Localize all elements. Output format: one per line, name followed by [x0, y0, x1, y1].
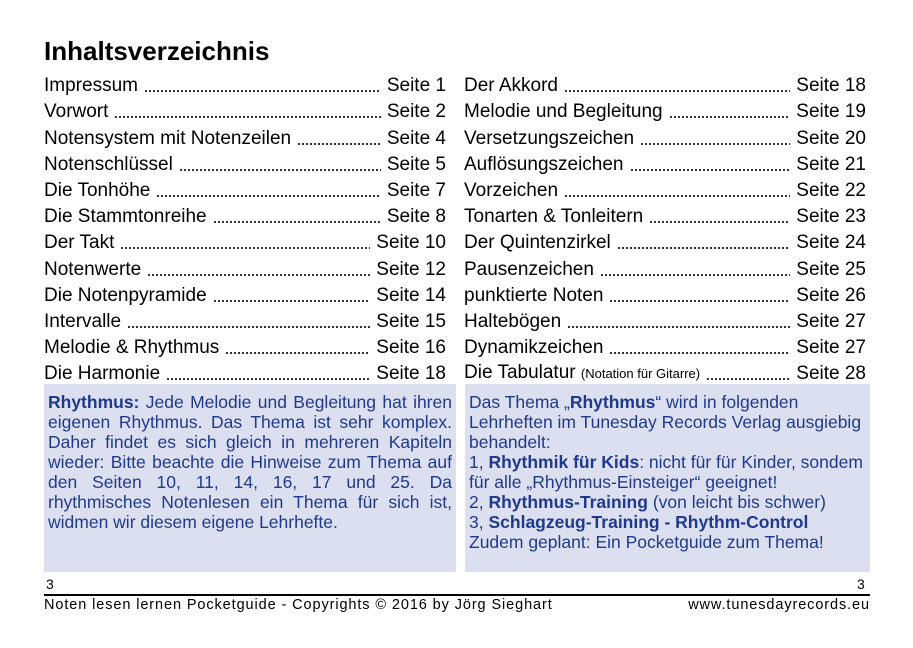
toc-entry-label: Impressum [44, 75, 138, 97]
toc-entry-page: Seite 25 [796, 258, 866, 280]
toc-entry-page: Seite 10 [376, 232, 446, 254]
leader-dots [144, 89, 381, 93]
toc-entry-page: Seite 26 [796, 284, 866, 306]
page-number-left: 3 [46, 576, 54, 592]
toc-entry [464, 254, 866, 280]
toc-entry-label: Vorwort [44, 101, 109, 123]
rhythm-info-box [44, 384, 456, 572]
intro-text-2: “ wird in folgenden Lehrheften im Tunesday Records Verlag ausgiebig behandelt: [469, 392, 862, 452]
book-item-3 [469, 512, 866, 532]
toc-entry [464, 71, 866, 97]
toc-entry-page: Seite 24 [796, 232, 866, 254]
toc-entry-page: Seite 15 [376, 310, 446, 332]
toc-entry-label: Die Notenpyramide [44, 284, 207, 306]
toc-entry [44, 307, 446, 333]
toc-entry [44, 123, 446, 149]
rhythm-books-box [465, 384, 870, 572]
toc-entry [44, 97, 446, 123]
book-item-title: Rhythmus-Training [488, 492, 648, 512]
book-item-number: 1, [469, 452, 484, 472]
leader-dots [630, 168, 791, 172]
toc-entry-page: Seite 20 [796, 127, 866, 149]
leader-dots [609, 299, 790, 303]
intro-bold: Rhythmus [569, 392, 656, 412]
toc-entry-page: Seite 5 [386, 153, 446, 175]
leader-dots [669, 115, 791, 119]
leader-dots [567, 325, 790, 329]
toc-entry-label: Tonarten & Tonleitern [464, 206, 644, 228]
book-item-title: Rhythmik für Kids [488, 452, 640, 472]
toc-entry-label: Die Harmonie [44, 363, 161, 385]
toc-entry-label: punktierte Noten [464, 284, 604, 306]
toc-entry-label: Notenwerte [44, 258, 142, 280]
leader-dots [640, 142, 790, 146]
toc-entry-page: Seite 27 [796, 337, 866, 359]
leader-dots [297, 142, 381, 146]
page-title: Inhaltsverzeichnis [44, 36, 270, 66]
page-number-right: 3 [857, 576, 865, 592]
toc-entry [44, 333, 446, 359]
toc-entry [464, 228, 866, 254]
toc-entry-label [464, 362, 700, 385]
leader-dots [120, 246, 370, 250]
rhythm-info-paragraph [48, 392, 452, 532]
toc-entry-label: Der Quintenzirkel [464, 232, 611, 254]
leader-dots [225, 351, 370, 355]
toc-entry [44, 254, 446, 280]
leader-dots [156, 194, 380, 198]
leader-dots [147, 273, 370, 277]
toc-entry-page: Seite 7 [386, 179, 446, 201]
toc-entry-page: Seite 14 [376, 284, 446, 306]
book-item-1 [469, 452, 866, 492]
toc-entry-page: Seite 23 [796, 206, 866, 228]
leader-dots [166, 377, 370, 381]
toc-entry [464, 202, 866, 228]
toc-entry-label: Intervalle [44, 310, 122, 332]
toc-entry-page: Seite 19 [796, 101, 866, 123]
toc-entry-page: Seite 21 [796, 153, 866, 175]
toc-entry-label: Der Akkord [464, 75, 558, 97]
toc-entry-label: Haltebögen [464, 310, 562, 332]
book-item-2 [469, 492, 866, 512]
leader-dots [600, 273, 790, 277]
toc-entry-page: Seite 2 [386, 101, 446, 123]
leader-dots [213, 299, 371, 303]
toc-right-column [464, 71, 866, 385]
leader-dots [213, 220, 381, 224]
book-item-number: 3, [469, 512, 484, 532]
leader-dots [609, 351, 790, 355]
toc-entry [44, 281, 446, 307]
toc-entry-label: Notenschlüssel [44, 153, 173, 175]
toc-entry [464, 150, 866, 176]
toc-entry-label: Melodie und Begleitung [464, 101, 663, 123]
toc-entry-label: Die Tonhöhe [44, 179, 151, 201]
toc-entry-label-text: Die Tabulatur [464, 362, 576, 384]
toc-entry-page: Seite 18 [796, 75, 866, 97]
toc-entry [44, 359, 446, 385]
book-item-title: Schlagzeug-Training - Rhythm-Control [488, 512, 809, 532]
leader-dots [179, 168, 381, 172]
toc-entry-page: Seite 16 [376, 337, 446, 359]
toc-entry [464, 123, 866, 149]
footer-website: www.tunesdayrecords.eu [688, 597, 870, 613]
footer [44, 597, 870, 613]
toc-entry [44, 150, 446, 176]
toc-entry-page: Seite 28 [796, 363, 866, 385]
footer-divider [44, 594, 870, 596]
toc-entry [44, 202, 446, 228]
toc-entry [464, 281, 866, 307]
toc-entry-label: Versetzungszeichen [464, 127, 635, 149]
toc-entry-label: Notensystem mit Notenzeilen [44, 127, 292, 149]
toc-entry-page: Seite 12 [376, 258, 446, 280]
toc-entry-label: Die Stammtonreihe [44, 206, 207, 228]
leader-dots [127, 325, 370, 329]
toc-entry-note: (Notation für Gitarre) [580, 366, 701, 382]
toc-entry-page: Seite 22 [796, 179, 866, 201]
leader-dots [564, 89, 790, 93]
toc-entry [464, 307, 866, 333]
toc-entry-page: Seite 4 [386, 127, 446, 149]
toc-entry-label: Vorzeichen [464, 179, 559, 201]
toc-entry-label: Melodie & Rhythmus [44, 337, 220, 359]
toc-entry-page: Seite 1 [386, 75, 446, 97]
toc-left-column [44, 71, 446, 385]
toc-entry-label: Pausenzeichen [464, 258, 594, 280]
intro-text: Das Thema „ [469, 392, 570, 412]
toc-entry-page: Seite 27 [796, 310, 866, 332]
toc-entry [44, 176, 446, 202]
rhythm-info-heading: Rhythmus: [48, 392, 140, 412]
toc-entry [464, 333, 866, 359]
book-item-number: 2, [469, 492, 484, 512]
leader-dots [617, 246, 790, 250]
toc-entry-page: Seite 8 [386, 206, 446, 228]
toc-entry-label: Dynamikzeichen [464, 337, 604, 359]
toc-entry-label: Auflösungszeichen [464, 153, 624, 175]
toc-entry [44, 228, 446, 254]
leader-dots [649, 220, 790, 224]
rhythm-info-text: Jede Melodie und Begleitung hat ihren eigenen Rhythmus. Das Thema ist sehr komplex. Daher findet es sich gleich in mehreren Kapiteln wieder: Bitte beachte die Hinweise zum Thema auf den Seiten 10, 11, 14, 16, 17 und 25. Da rhythmisches Notenlesen ein Thema für sich ist, widmen wir diesem eigene Lehrhefte. [48, 392, 452, 532]
toc-entry [464, 97, 866, 123]
rhythm-books-intro [469, 392, 866, 452]
toc-entry [44, 71, 446, 97]
toc-entry-page: Seite 18 [376, 363, 446, 385]
toc-entry-label: Der Takt [44, 232, 115, 254]
rhythm-books-closing: Zudem geplant: Ein Pocketguide zum Thema! [469, 532, 824, 552]
toc-entry [464, 176, 866, 202]
book-item-text: (von leicht bis schwer) [652, 492, 826, 512]
toc-entry [464, 359, 866, 385]
leader-dots [706, 377, 790, 381]
footer-copyright: Noten lesen lernen Pocketguide - Copyrights © 2016 by Jörg Sieghart [44, 597, 553, 613]
leader-dots [114, 115, 380, 119]
leader-dots [564, 194, 790, 198]
book-item-text: : nicht für für Kinder, sondem für alle „Rhythmus-Einsteiger“ geeignet! [469, 452, 863, 492]
